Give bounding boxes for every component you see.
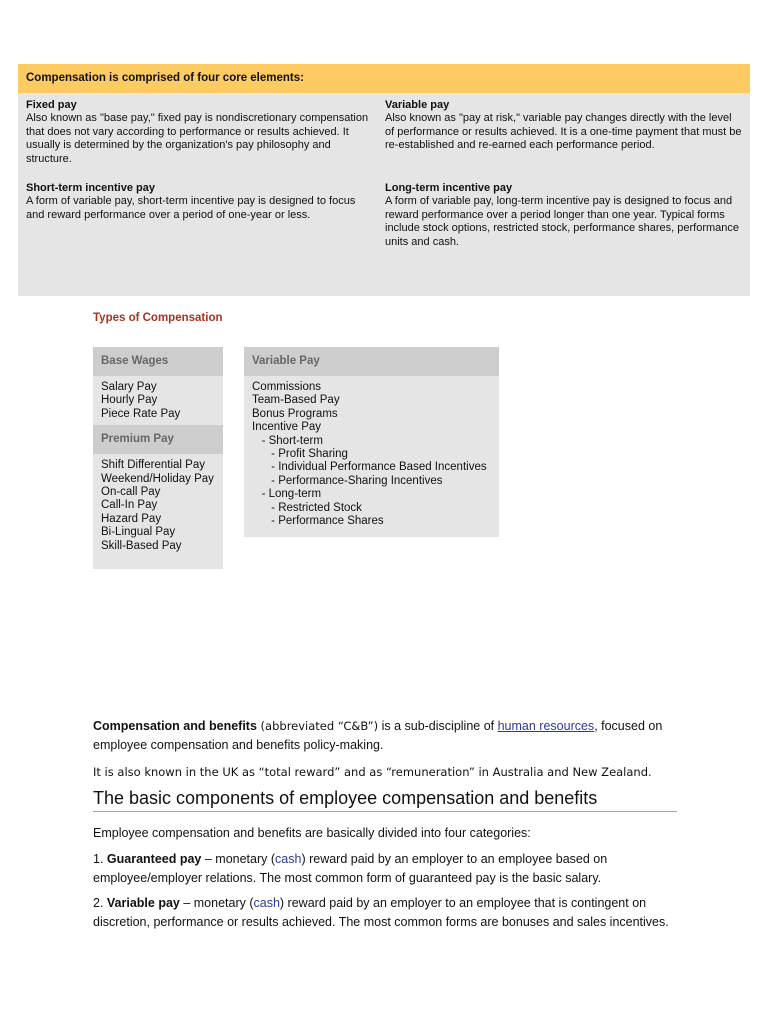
fixed-pay-title: Fixed pay [26, 99, 77, 111]
variable-pay-header: Variable Pay [244, 347, 499, 376]
list-item: Bi-Lingual Pay [101, 526, 176, 539]
list-item: - Restricted Stock [252, 501, 362, 514]
list-item: Salary Pay [101, 381, 157, 393]
intro-bold: Compensation and benefits [93, 719, 257, 733]
list-item: Hourly Pay [101, 394, 158, 407]
variable-pay-item [93, 894, 678, 932]
item1-pre: – monetary ( [201, 852, 276, 866]
short-term-body: A form of variable pay, short-term incentive pay is designed to focus and reward performance over a period of one-year or less. [26, 195, 356, 221]
base-wages-column [93, 347, 223, 569]
item1-number: 1. [93, 852, 107, 866]
guaranteed-pay-item [93, 850, 678, 888]
intro-abbr: (abbreviated “C&B”) [256, 719, 379, 733]
list-item: - Profit Sharing [252, 448, 348, 461]
variable-pay-column [244, 347, 499, 537]
list-item: - Short-term [252, 434, 323, 447]
list-item: - Individual Performance Based Incentives [252, 461, 487, 474]
intro-end: , focused on employee compensation and benefits policy-making. [93, 719, 663, 752]
list-item: Shift Differential Pay [101, 459, 205, 472]
core-elements-header: Compensation is comprised of four core elements: [18, 64, 750, 93]
item2-pre: – monetary ( [179, 896, 254, 910]
components-heading: The basic components of employee compensation and benefits [93, 787, 677, 812]
base-wages-list [93, 376, 223, 425]
variable-pay-body: Also known as "pay at risk," variable pay changes directly with the level of performance or results achieved. It is a one-time payment that must be re-established and re-earned each performance period. [385, 112, 742, 152]
human-resources-link[interactable]: human resources [497, 719, 595, 733]
list-item: Piece Rate Pay [101, 407, 181, 420]
item2-post: ) reward paid by an employer to an employee that is contingent on discretion, performance or results achieved. The most common forms are bonuses and sales incentives. [93, 896, 669, 929]
long-term-body: A form of variable pay, long-term incentive pay is designed to focus and reward performance over a period longer than one year. Typical forms include stock options, restricted stock, performance shares, performance units and cash. [385, 195, 739, 248]
premium-pay-header: Premium Pay [93, 425, 223, 454]
item2-number: 2. [93, 896, 107, 910]
intro-paragraph [93, 717, 693, 755]
list-item: - Long-term [252, 488, 322, 501]
list-item: Incentive Pay [252, 421, 322, 434]
fixed-pay-cell [26, 99, 376, 166]
guaranteed-pay-term: Guaranteed pay [106, 852, 202, 866]
uk-note: It is also known in the UK as “total reward” and as “remuneration” in Australia and New Zealand. [93, 765, 652, 779]
list-item: Weekend/Holiday Pay [101, 472, 214, 485]
list-item: Call-In Pay [101, 499, 158, 512]
list-item: Commissions [252, 381, 322, 393]
categories-intro: Employee compensation and benefits are basically divided into four categories: [93, 826, 531, 840]
premium-pay-list [93, 454, 223, 557]
types-of-compensation-title: Types of Compensation [93, 312, 223, 324]
list-item: Bonus Programs [252, 407, 338, 420]
cash-link-1[interactable]: cash [275, 852, 302, 866]
variable-pay-cell [385, 99, 743, 153]
short-term-title: Short-term incentive pay [26, 182, 155, 194]
list-item: - Performance-Sharing Incentives [252, 474, 443, 487]
variable-pay-list [244, 376, 499, 532]
list-item: Team-Based Pay [252, 394, 340, 407]
long-term-cell [385, 182, 743, 249]
long-term-title: Long-term incentive pay [385, 182, 513, 194]
cash-link-2[interactable]: cash [253, 896, 280, 910]
fixed-pay-body: Also known as "base pay," fixed pay is nondiscretionary compensation that does not vary according to performance or results achieved. It usually is determined by the organization's pay philosophy and structure. [26, 112, 369, 165]
list-item: Hazard Pay [101, 512, 162, 525]
base-wages-header: Base Wages [93, 347, 223, 376]
short-term-cell [26, 182, 376, 222]
list-item: On-call Pay [101, 486, 161, 499]
list-item: - Performance Shares [252, 515, 384, 528]
variable-pay-title: Variable pay [385, 99, 450, 111]
core-elements-box [18, 64, 750, 296]
list-item: Skill-Based Pay [101, 539, 182, 552]
variable-pay-term: Variable pay [106, 896, 180, 910]
item1-post: ) reward paid by an employer to an employee based on employee/employer relations. The most common form of guaranteed pay is the basic salary. [93, 852, 608, 885]
intro-mid: is a sub-discipline of [378, 719, 498, 733]
